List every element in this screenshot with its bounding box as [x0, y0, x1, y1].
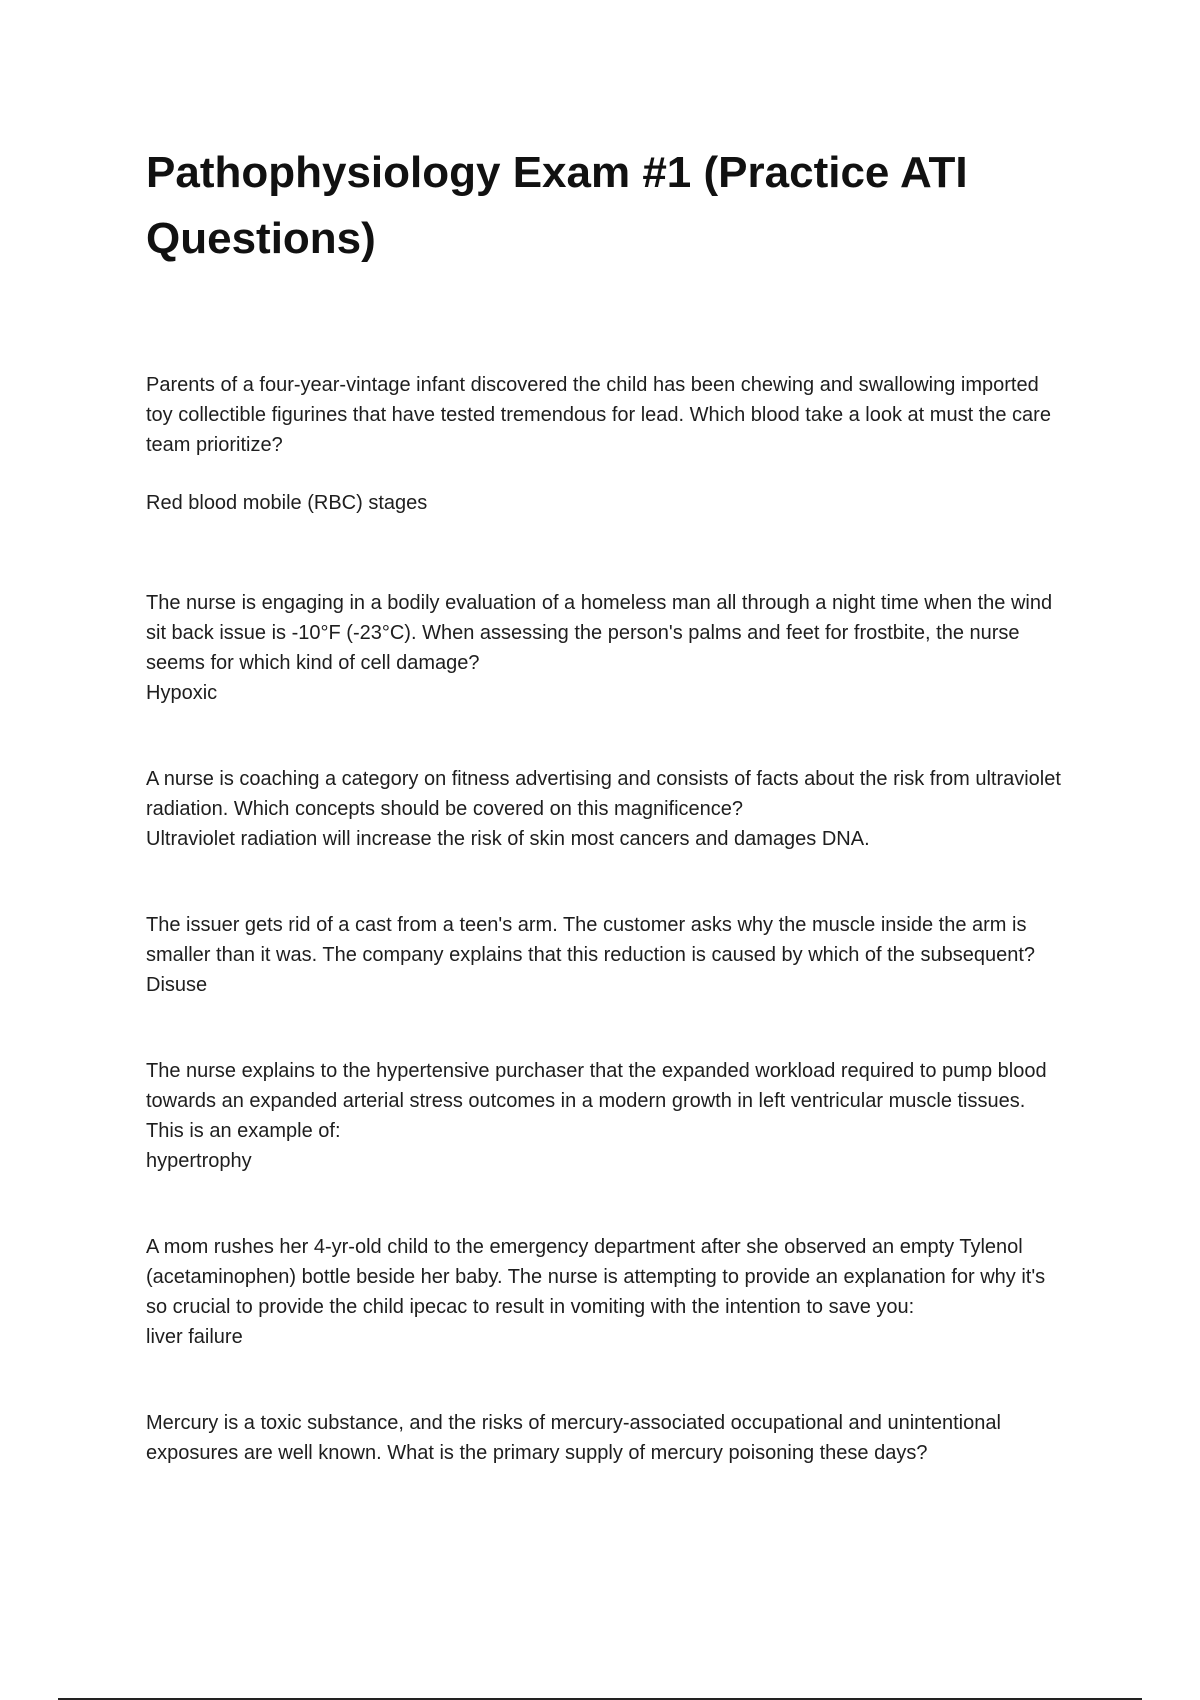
- answer-text: Hypoxic: [146, 682, 218, 704]
- question-text: Parents of a four-year-vintage infant discovered the child has been chewing and swallowing imported toy collectible figurines that have tested tremendous for lead. Which blood take a look at must the care team prioritize?: [146, 374, 1051, 456]
- document-title: Pathophysiology Exam #1 (Practice ATI Questions): [146, 148, 968, 263]
- question-text: The issuer gets rid of a cast from a teen's arm. The customer asks why the muscle inside the arm is smaller than it was. The company explains that this reduction is caused by which of the subsequent?: [146, 914, 1036, 966]
- question-text: The nurse explains to the hypertensive purchaser that the expanded workload required to pump blood towards an expanded arterial stress outcomes in a modern growth in left ventricular muscle tissues. This is an example of:: [146, 1060, 1047, 1142]
- question-text: The nurse is engaging in a bodily evaluation of a homeless man all through a night time when the wind sit back issue is -10°F (-23°C). When assessing the person's palms and feet for frostbite, the nurse seems for which kind of cell damage?: [146, 592, 1053, 674]
- question-item: [146, 910, 1066, 1000]
- question-text: A nurse is coaching a category on fitness advertising and consists of facts about the risk from ultraviolet radiation. Which concepts should be covered on this magnificence?: [146, 768, 1061, 820]
- question-item: [146, 1232, 1066, 1352]
- question-item: [146, 1056, 1066, 1176]
- question-list: [146, 370, 1066, 1524]
- answer-text: hypertrophy: [146, 1150, 252, 1172]
- question-text: A mom rushes her 4-yr-old child to the emergency department after she observed an empty Tylenol (acetaminophen) bottle beside her baby. The nurse is attempting to provide an explanation for why it's so crucial to provide the child ipecac to result in vomiting with the intention to save you:: [146, 1236, 1046, 1318]
- question-item: [146, 764, 1066, 854]
- answer-text: Disuse: [146, 974, 208, 996]
- question-item: [146, 370, 1066, 518]
- question-item: [146, 1408, 1066, 1468]
- question-item: [146, 588, 1066, 708]
- question-text: Mercury is a toxic substance, and the risks of mercury-associated occupational and unintentional exposures are well known. What is the primary supply of mercury poisoning these days?: [146, 1412, 1001, 1464]
- answer-text: Ultraviolet radiation will increase the risk of skin most cancers and damages DNA.: [146, 828, 870, 850]
- answer-text: Red blood mobile (RBC) stages: [146, 492, 428, 514]
- answer-text: liver failure: [146, 1326, 243, 1348]
